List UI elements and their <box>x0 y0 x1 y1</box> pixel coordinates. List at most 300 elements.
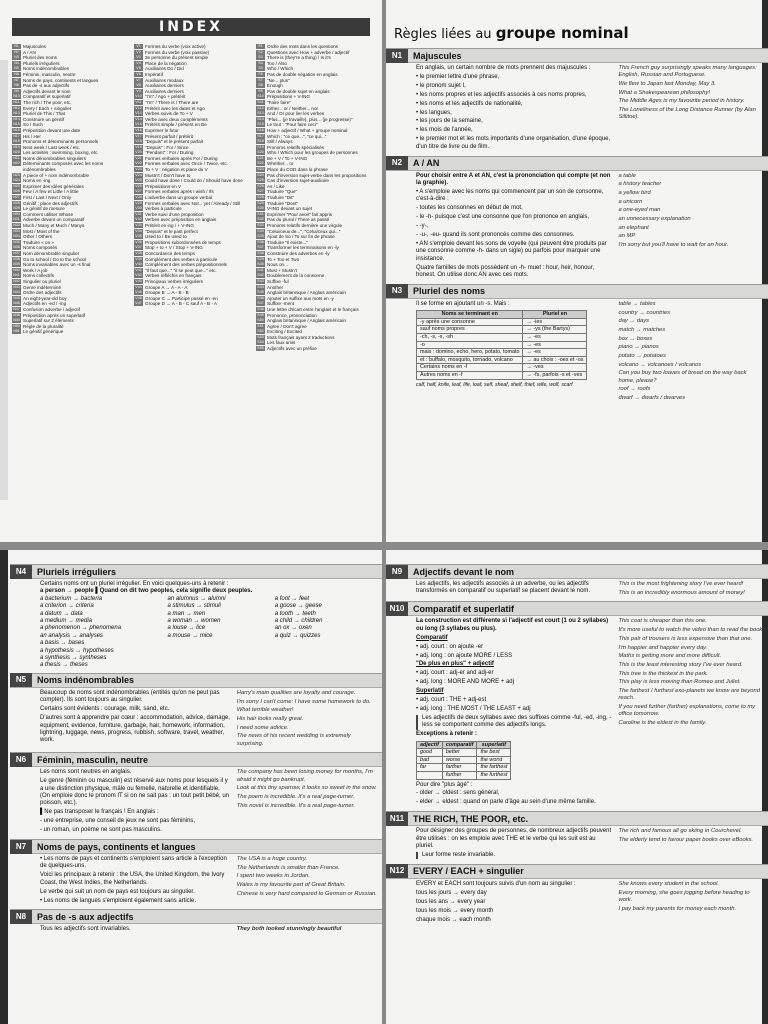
index-code: N14 <box>13 116 20 121</box>
list-item: a child → children <box>274 618 323 625</box>
table-cell: the farthest <box>477 764 511 772</box>
index-label: Auxiliaires Do / Did <box>145 66 184 72</box>
list-item: - toutes les consonnes en début de mot, <box>416 205 523 212</box>
list-item: This play is less moving than Romeo and Juliet. <box>618 679 741 686</box>
list-item: a synthesis → syntheses <box>40 655 107 662</box>
list-item: I pay back my parents for money each month. <box>618 905 737 912</box>
index-code: V39 <box>135 256 142 261</box>
index-code: N20 <box>13 150 20 155</box>
list-item: a tooth → teeth <box>274 610 316 617</box>
index-code: S4 <box>256 61 265 66</box>
index-code: V20 <box>135 150 142 155</box>
index-code: V9 <box>134 89 143 94</box>
list-item: country → countries <box>618 309 671 316</box>
plural-column-1 <box>40 596 162 670</box>
index-label: Few / A few et Little / A little <box>23 189 79 195</box>
rule-intro: Il se forme en ajoutant un -s. Mais : <box>416 300 510 307</box>
list-item: • AN s'emploie devant les sons de voyelle (qui peuvent être produits par une consonne comme -h- dans un sigle) ou parfois pour marquer une insistance. <box>416 240 607 262</box>
rule-intro: La construction est différente si l'adjectif est court (1 ou 2 syllabes) ou long (3 syllabes ou plus). <box>416 618 609 632</box>
index-label: Could have done / Could do / Should have done <box>145 178 243 184</box>
index-label: Exciting / Excited <box>267 329 302 335</box>
index-code: V21 <box>135 155 142 160</box>
section-tag: N8 <box>10 910 32 924</box>
section-n4 <box>10 564 382 673</box>
index-code: N41 <box>13 273 20 278</box>
table-cell: far <box>417 764 443 772</box>
list-item: a criterion → criteria <box>40 603 94 610</box>
index-code: V15 <box>135 122 142 127</box>
comparatif-list <box>416 644 612 660</box>
index-label: There is (they're a thing) / Is it's <box>267 55 331 61</box>
index-label: Prétérit en ing / + V-ING <box>145 223 194 228</box>
index-code: S26 <box>257 183 264 188</box>
index-label: Nom dénombrable singulier <box>23 250 80 256</box>
index-label: Formes verbales après For / During <box>145 155 218 161</box>
index-code: N45 <box>13 295 20 300</box>
index-code: V26 <box>135 183 142 188</box>
index-label: Traduire "Il existe..." <box>267 239 308 245</box>
index-label: "I'm" / There is / There are <box>145 99 199 105</box>
list-item: This tree is the thickest in the park. <box>618 670 709 677</box>
index-code: V4 <box>134 61 143 66</box>
list-item: an analysis → analyses <box>40 632 104 639</box>
index-label: Principaux verbes irréguliers <box>145 278 203 284</box>
examples-list <box>237 856 378 906</box>
index-label: Genre indéterminé <box>23 284 62 290</box>
list-item: table → tables <box>618 300 656 307</box>
list-item: dwarf → dwarfs / dwarves <box>618 395 686 402</box>
table-row <box>417 356 587 364</box>
index-code: N50 <box>13 323 20 328</box>
index-code: S22 <box>257 161 264 166</box>
index-label: A piece of + nom indénombrable <box>23 172 90 178</box>
section-tag: N1 <box>386 49 408 63</box>
section-n12 <box>386 864 768 929</box>
index-entry[interactable] <box>12 161 130 172</box>
index-label: Anglais britannique / Anglais américain <box>267 318 346 324</box>
index-label: Enough <box>267 83 283 89</box>
index-code: S52 <box>257 329 264 334</box>
index-code: N2 <box>12 50 21 55</box>
comparatif-label: Comparatif <box>416 634 448 641</box>
table-row <box>417 372 587 380</box>
index-label: Préposition après un superlatif <box>23 312 86 318</box>
index-code: S8 <box>256 83 265 88</box>
list-item: Can you buy two loaves of bread on the way back home, please? <box>618 370 747 384</box>
table-cell <box>417 771 443 779</box>
section-title: Adjectifs devant le nom <box>413 566 515 577</box>
index-page <box>0 0 382 542</box>
index-code: V2 <box>134 50 143 55</box>
index-code: N17 <box>13 133 20 138</box>
index-label: Pas d'inversion sujet-verbe dans les propositions <box>267 172 367 178</box>
index-code: N26 <box>13 189 20 194</box>
index-code: N11 <box>13 99 20 104</box>
index-label: Pluriel des noms <box>23 55 57 61</box>
index-label: Work / A job <box>23 267 48 273</box>
index-code: V40 <box>135 262 142 267</box>
index-code: V1 <box>134 44 143 49</box>
list-item: Certains sont évidents : courage, milk, sand, etc. <box>40 706 170 713</box>
index-code: N49 <box>13 318 20 323</box>
index-code: S17 <box>257 133 264 138</box>
index-label: Who / Which <box>267 66 294 72</box>
index-label: Transformer les terminaisons en -ly <box>267 245 339 251</box>
index-entry[interactable] <box>134 301 252 307</box>
list-item: The Loneliness of the Long Distance Runner (by Alan Sillitoe). <box>618 107 756 121</box>
index-code: V14 <box>135 116 142 121</box>
index-label: Préposition devant une date <box>23 127 81 133</box>
list-item: a hypothesis → hypotheses <box>40 647 114 654</box>
index-label: Be + V / To + V-ING <box>267 155 308 161</box>
list-item: This French guy surprisingly speaks many languages: English, Russian and Portuguese. <box>618 65 757 79</box>
list-item: a goose → geese <box>274 603 322 610</box>
index-label: Questions avec How + adverbe / adjectif <box>267 49 350 55</box>
example-text: They both looked stunningly beautiful <box>236 926 342 933</box>
list-item: Wales is my favourite part of Great Britain. <box>236 882 346 889</box>
list-item: • Les noms de pays et continents s'emploient sans article à l'exception de quelques-uns. <box>40 856 227 870</box>
index-label: Propositions subordonnées de temps <box>145 239 221 245</box>
index-code: V13 <box>135 111 142 116</box>
list-item: If you need further (farther) explanations, come to my office tomorrow. <box>618 703 756 718</box>
list-item: Every morning, she goes jogging before heading to work. <box>618 889 750 903</box>
index-code: N8 <box>12 83 21 88</box>
index-code: V33 <box>135 223 142 227</box>
index-label: Cas d'inversion sujet-auxiliaire <box>267 178 329 184</box>
list-item: a table <box>618 172 636 179</box>
index-code: S36 <box>257 239 264 244</box>
index-label: Comparatif et superlatif <box>23 94 71 100</box>
section-n1 <box>386 48 768 156</box>
index-code: S31 <box>257 211 264 216</box>
index-columns <box>0 40 382 352</box>
index-label: Le génitif de mesure <box>23 206 65 212</box>
section-tag: N12 <box>386 864 408 878</box>
index-label: Règle de la pluralité <box>23 323 64 329</box>
index-code: V31 <box>135 211 142 216</box>
plural-columns <box>40 596 376 670</box>
index-code: N36 <box>13 245 20 250</box>
index-code: S14 <box>257 116 264 121</box>
index-label: Suffixe -ment <box>267 301 294 307</box>
index-label: Pas du plural / There as passé <box>267 217 330 223</box>
list-item: The rich and famous all go skiing in Courchevel. <box>618 828 742 835</box>
index-label: Verbes avec préposition en anglais <box>145 217 217 223</box>
index-code: S3 <box>256 55 265 60</box>
list-item: tous les jours → every day <box>416 889 487 896</box>
index-code: N23 <box>13 172 20 177</box>
list-item: What a Shakespearean philosophy! <box>618 89 710 96</box>
index-label: So / Such <box>23 122 43 128</box>
list-item: His hair looks really great. <box>236 715 304 722</box>
list-item: Quatre familles de mots possèdent un -h- muet : hour, heir, honour, honest. On utilise donc AN avec ces mots. <box>416 264 595 278</box>
examples-list <box>618 881 764 926</box>
rule-list <box>416 189 612 279</box>
section-title: THE RICH, THE POOR, etc. <box>413 813 529 824</box>
index-label: Prépositions en V <box>145 183 182 189</box>
index-code: S16 <box>257 127 264 132</box>
index-code: S2 <box>256 50 265 55</box>
table-row <box>417 756 511 764</box>
index-code: S38 <box>257 250 264 255</box>
index-label: Must + Mustn't <box>267 267 297 273</box>
list-item: I need some advice. <box>236 724 289 731</box>
section-body <box>386 299 768 407</box>
list-item: a louse → lice <box>167 625 206 632</box>
section-body <box>10 688 382 752</box>
page-title-main: groupe nominal <box>495 24 629 42</box>
index-code: N21 <box>13 155 20 160</box>
index-code: S5 <box>256 66 265 71</box>
examples-list <box>618 173 764 281</box>
index-code: S25 <box>257 178 264 183</box>
index-label: Une lettre d'écart entre l'anglais et le français <box>267 306 359 312</box>
index-label: Pluriel de This / That <box>23 111 65 117</box>
index-label: Prétérit simple / présent en Be <box>145 122 207 128</box>
index-label: Confusion adverbe / adjectif <box>23 306 80 312</box>
index-label: Auxiliaires modaux <box>145 77 184 83</box>
section-body <box>10 854 382 909</box>
table-cell: -y après une consonne <box>417 318 523 326</box>
index-code: S15 <box>257 122 264 127</box>
index-code: V11 <box>135 99 142 104</box>
index-label: Verbes à particule <box>145 206 182 212</box>
index-code: N18 <box>13 139 20 144</box>
list-item: The poem is incredible. It's a real page-turner. <box>236 793 355 800</box>
index-code: V7 <box>134 78 143 83</box>
section-header <box>10 840 382 854</box>
page-edge-strip <box>0 550 8 1024</box>
index-label: Génitif : place des adjectifs <box>23 200 78 206</box>
list-item: • les noms et les adjectifs de nationalité, <box>416 100 523 107</box>
index-code: N42 <box>13 278 20 283</box>
index-label: Comment utiliser Whose <box>23 211 74 217</box>
index-code: N28 <box>13 200 20 205</box>
superlatif-label: Superlatif <box>416 688 444 695</box>
index-label: Whether... or <box>267 161 294 167</box>
index-code: V30 <box>135 206 142 211</box>
list-item: • le premier mot et les mots importants d'une organisation, d'une époque, d'un titre de livre ou de film. <box>416 136 611 150</box>
index-label: Adjectifs devant le nom <box>23 88 71 94</box>
table-cell: -o <box>417 341 523 349</box>
page-title-prefix: Règles liées au <box>394 27 492 42</box>
table-cell: further <box>442 771 477 779</box>
index-code: V42 <box>135 273 142 278</box>
section-body <box>386 579 768 601</box>
list-item: tous les mois → every month <box>416 907 494 914</box>
index-label: Pas de double sujet en anglais <box>267 88 330 94</box>
list-item: I spent two weeks in Jordan. <box>236 873 310 880</box>
index-label: The rich / The poor, etc. <box>23 99 72 105</box>
index-code: S28 <box>257 195 264 200</box>
section-tag: N10 <box>386 602 408 616</box>
list-item: This is the least interesting story I've ever heard. <box>618 661 743 668</box>
index-code: S48 <box>257 306 264 311</box>
index-code: N35 <box>13 239 20 244</box>
section-n9 <box>386 564 768 601</box>
index-code: N33 <box>13 228 20 233</box>
section-n2 <box>386 156 768 284</box>
plural-column-2 <box>168 596 269 670</box>
index-label: Adjectifs avec un préfixe <box>267 346 317 352</box>
index-label: Noms composés <box>23 245 58 251</box>
table-header-row <box>417 311 587 319</box>
index-code: S32 <box>257 217 264 222</box>
list-item: tous les ans → every year <box>416 898 486 905</box>
table-row <box>417 364 587 372</box>
index-label: Ajout de So / To sur fin de phrase <box>267 234 335 240</box>
examples-list <box>618 301 764 404</box>
list-item: The Netherlands is smaller than France. <box>236 864 340 871</box>
index-label: Too / Also <box>267 60 287 66</box>
index-label: Prétérit avec les dates et Ago <box>145 105 205 111</box>
table-cell: the furthest <box>477 771 511 779</box>
index-label: Verbes réfléchis en français <box>145 273 202 279</box>
table-cell: bad <box>417 756 443 764</box>
index-label: Noms en -ing <box>23 178 51 184</box>
examples-list <box>618 618 764 808</box>
index-column-1 <box>12 44 130 352</box>
list-item: • adj. court : THE + adj-est <box>416 697 487 704</box>
index-label: Still / Always <box>267 139 293 145</box>
section-tag: N9 <box>386 565 408 579</box>
index-entry[interactable] <box>256 346 374 352</box>
table-row <box>417 318 587 326</box>
index-code: N15 <box>13 122 20 127</box>
table-header: comparatif <box>442 741 477 749</box>
index-code: N4 <box>12 61 21 66</box>
section-tag: N5 <box>10 673 32 687</box>
index-code: N6 <box>12 72 21 77</box>
index-code: S41 <box>257 267 264 272</box>
table-cell: → au choix : -oes et -os <box>523 356 587 364</box>
section-header <box>386 812 768 826</box>
index-code: N13 <box>13 111 20 116</box>
index-code: V43 <box>135 278 142 283</box>
index-code: S18 <box>257 139 264 144</box>
list-item: The news of his recent wedding is extremely surprising. <box>236 733 351 747</box>
index-entry[interactable] <box>12 329 130 335</box>
list-item: I'm sorry but you'll have to wait for an hour. <box>618 242 729 249</box>
index-code: S45 <box>257 290 264 295</box>
index-code: V45 <box>135 290 142 295</box>
index-label: Concordance des temps <box>145 250 195 256</box>
section-n8 <box>10 909 382 938</box>
list-item: a woman → women <box>167 618 221 625</box>
list-item: Caroline is the eldest in the family. <box>618 719 707 726</box>
section-header <box>10 910 382 924</box>
index-label: His / Her <box>23 133 41 139</box>
index-code: V22 <box>135 161 142 166</box>
index-code: N24 <box>13 178 20 183</box>
list-item: volcano → volcanoes / volcanos <box>618 361 702 368</box>
examples-list <box>618 828 764 861</box>
rule-text: EVERY et EACH sont toujours suivis d'un nom au singulier : <box>416 880 576 887</box>
table-cell: better <box>442 749 477 757</box>
index-label: Groupe C → Participe passé en -en <box>145 295 218 301</box>
index-code: N3 <box>12 55 21 60</box>
superlatif-list <box>416 697 612 713</box>
index-label: "Depuis" et le présent parfait <box>145 139 204 145</box>
index-label: Les activités : swimming, boxing, etc. <box>23 150 99 156</box>
noun-rules-page-3 <box>386 550 768 1024</box>
index-label: Used to / Be used to <box>145 234 187 240</box>
index-code: N48 <box>13 312 20 317</box>
list-item: Beaucoup de noms sont indénombrables (entités qu'on ne peut pas compter). Ils sont toujours au singulier. <box>40 689 220 704</box>
index-code: N19 <box>13 144 20 149</box>
table-cell: → -es <box>523 334 587 342</box>
list-item: We flew to Japan last Monday, May 3. <box>618 80 716 87</box>
index-label: Noms dénombrables singuliers <box>23 155 87 161</box>
list-item: a man → men <box>167 610 206 617</box>
rule-text: Les adjectifs, les adjectifs associés à un adverbe, ou les adjectifs transformés en comparatif ou superlatif se placent devant le nom. <box>416 581 591 595</box>
index-code: S21 <box>257 155 264 160</box>
index-code: N47 <box>13 306 20 311</box>
section-n7 <box>10 839 382 909</box>
index-label: Most / Most of the <box>23 228 60 234</box>
index-code: S9 <box>256 89 265 94</box>
list-item: a yellow bird <box>618 189 651 196</box>
section-body <box>386 616 768 811</box>
table-row <box>417 349 587 357</box>
list-item: I'm sorry I can't come: I have some homework to do. <box>236 698 371 705</box>
list-item: • adj. court : on ajoute -er <box>416 643 484 650</box>
index-label: Nous on... <box>267 262 288 268</box>
table-header: adjectif <box>417 741 443 749</box>
section-n10 <box>386 601 768 811</box>
table-row <box>417 326 587 334</box>
index-label: Formes du verbe (voix active) <box>145 44 206 49</box>
index-label: Pas de double négation en anglais <box>267 71 338 77</box>
table-cell: → -ves <box>523 364 587 372</box>
section-title: Comparatif et superlatif <box>413 603 515 614</box>
index-code: V19 <box>135 144 142 149</box>
index-code: S43 <box>257 278 264 283</box>
index-label: Adjectifs en -ed / -ing <box>23 301 67 307</box>
index-code: N12 <box>13 105 20 110</box>
index-code: S29 <box>257 200 264 205</box>
index-code: N32 <box>13 223 20 227</box>
rule-note: Les adjectifs de deux syllabes avec des suffixes comme -ful, -ed, -ing, -less se comportent comme des adjectifs longs. <box>416 715 612 730</box>
index-label: Superlatif sur 2 éléments <box>23 318 74 324</box>
index-label: Verbe suivi d'une proposition <box>145 211 204 217</box>
index-label: "Celui/ceux de...", "Celui/ceux qui..." <box>267 228 341 234</box>
index-label: Which : "ce que...", "ce qui..." <box>267 133 327 139</box>
section-tag: N3 <box>386 284 408 298</box>
table-row <box>417 771 511 779</box>
index-label: "Depuis" : For / Since <box>145 144 189 150</box>
index-code: V36 <box>135 239 142 244</box>
index-code: S37 <box>257 245 264 250</box>
index-code: V24 <box>135 172 142 177</box>
age-list <box>416 790 612 806</box>
table-cell: good <box>417 749 443 757</box>
index-label: Exprimer des idées générales <box>23 183 84 189</box>
list-item: a phenomenon → phenomena <box>40 625 122 632</box>
index-code: V34 <box>135 228 142 233</box>
index-code: V17 <box>135 133 142 138</box>
list-item: Le verbe qui suit un nom de pays est toujours au singulier. <box>40 888 195 895</box>
index-label: Construire un génitif <box>23 116 65 122</box>
index-code: S1 <box>256 44 265 49</box>
index-code: V16 <box>135 127 142 132</box>
section-rules <box>416 173 618 281</box>
table-row <box>417 341 587 349</box>
list-item: a stimulus → stimuli <box>167 603 221 610</box>
table-cell: farther <box>442 764 477 772</box>
index-code: V37 <box>135 245 142 250</box>
table-header: superlatif <box>477 741 511 749</box>
